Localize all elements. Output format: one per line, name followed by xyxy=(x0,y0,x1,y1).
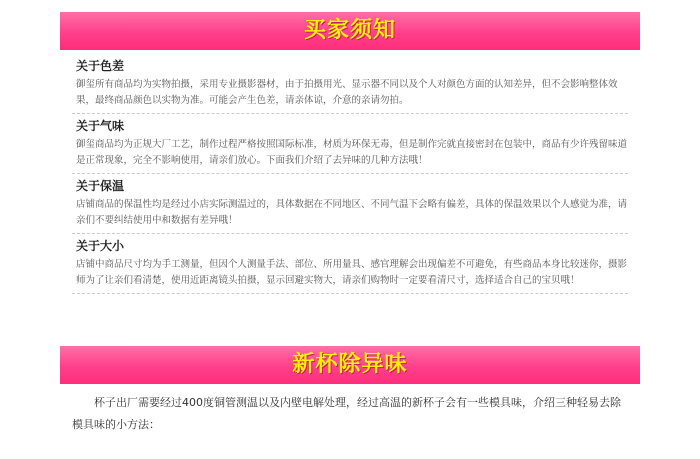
section-insulation xyxy=(72,174,628,234)
intro-paragraph: 杯子出厂需要经过400度铜管测温以及内壁电解处理，经过高温的新杯子会有一些模具味，介绍三种轻易去除模具味的小方法： xyxy=(72,396,621,431)
banner-title: 新杯除异味 xyxy=(292,352,408,377)
section-body: 御玺商品均为正规大厂工艺，制作过程严格按照国际标准，材质为环保无毒，但是制作完就直接密封在包装中，商品有少许残留味道是正常现象，完全不影响使用，请亲们放心。下面我们介绍了去异味的几种方法哦！ xyxy=(76,139,628,166)
section-color-difference xyxy=(72,54,628,114)
section-heading: 关于大小 xyxy=(76,239,125,253)
banner-remove-odor xyxy=(60,346,640,384)
section-body: 店铺中商品尺寸均为手工测量，但因个人测量手法、部位、所用量具、感官理解会出现偏差不可避免，有些商品本身比较迷你，摄影师为了让亲们看清楚，使用近距离镜头拍摄，显示回避实物大，请亲们购物时一定要看清尺寸，选择适合自己的宝贝哦！ xyxy=(76,259,628,286)
section-body: 御玺所有商品均为实物拍摄，采用专业摄影器材，由于拍摄用光、显示器不同以及个人对颜色方面的认知差异，但不会影响整体效果，最终商品颜色以实物为准。可能会产生色差，请亲体谅，介意的亲请勿拍。 xyxy=(76,79,618,106)
section-body: 店铺商品的保温性均是经过小店实际测温过的，具体数据在不同地区、不同气温下会略有偏差，具体的保温效果以个人感觉为准，请亲们不要纠结使用中和数据有差异哦！ xyxy=(76,199,628,226)
banner-buyer-notice xyxy=(60,12,640,50)
section-size xyxy=(72,234,628,294)
banner-title: 买家须知 xyxy=(303,18,396,43)
notice-sections xyxy=(72,54,628,294)
section-heading: 关于气味 xyxy=(76,119,125,133)
section-heading: 关于保温 xyxy=(76,179,125,193)
section-heading: 关于色差 xyxy=(76,59,125,73)
section-odor xyxy=(72,114,628,174)
